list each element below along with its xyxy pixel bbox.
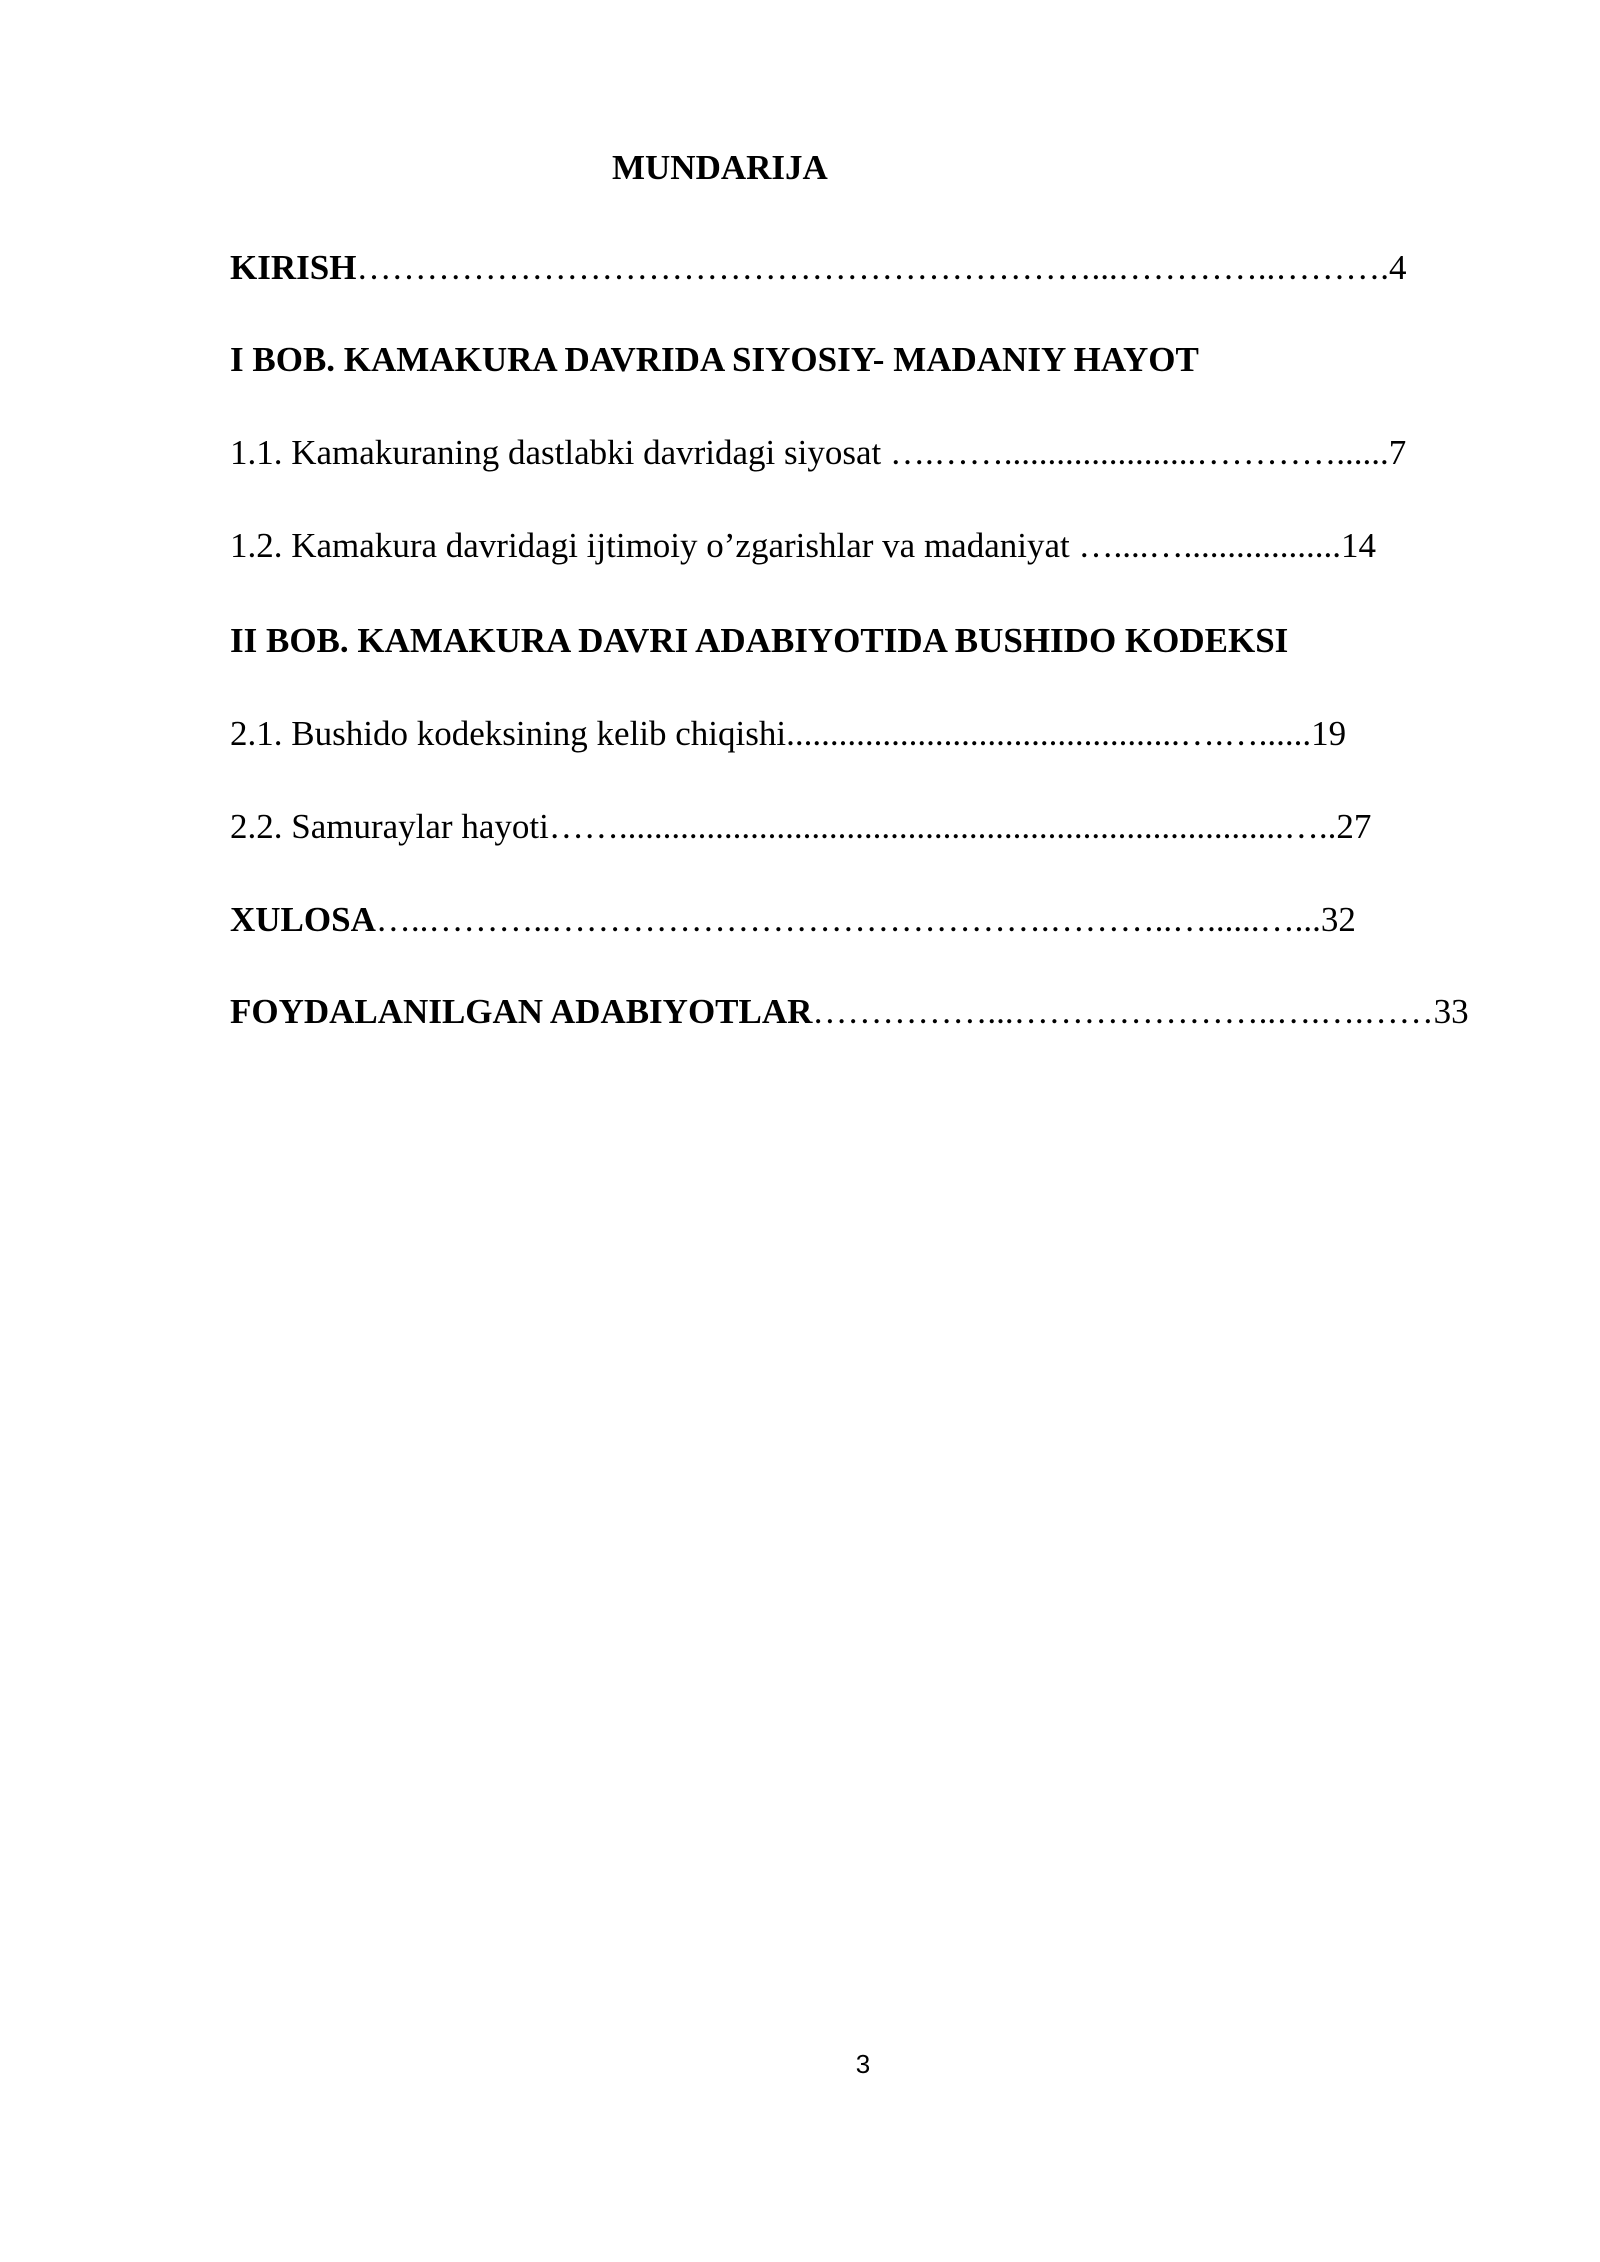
toc-entry-leader: ……............................................................................….. [548,807,1337,846]
toc-entry-page: 7 [1388,433,1407,472]
toc-entry-xulosa [230,898,1356,942]
toc-entry-leader: ….……......................…………...... [890,433,1389,472]
toc-entry-kirish [230,246,1406,290]
toc-entry-leader: .............................................….…...... [786,714,1312,753]
toc-chapter-1 [230,338,1199,382]
toc-entry-2-2 [230,805,1371,849]
toc-entry-label: FOYDALANILGAN ADABIYOTLAR [230,992,813,1031]
toc-entry-label: 1.2. Kamakura davridagi ijtimoiy o’zgarishlar va madaniyat [230,526,1079,565]
toc-chapter-2 [230,619,1288,663]
toc-chapter-label: II BOB. KAMAKURA DAVRI ADABIYOTIDA BUSHIDO KODEKSI [230,621,1289,660]
toc-title: MUNDARIJA [612,148,828,187]
toc-entry-page: 32 [1320,900,1356,939]
toc-entry-leader: ………………………………………………………...…………..………. [356,248,1389,287]
toc-entry-1-1 [230,431,1406,475]
toc-entry-1-2 [230,524,1376,568]
toc-entry-page: 33 [1433,992,1469,1031]
toc-entry-adabiyotlar [230,990,1469,1034]
toc-entry-label: 1.1. Kamakuraning dastlabki davridagi siyosat [230,433,890,472]
toc-entry-page: 4 [1388,248,1407,287]
toc-entry-label: 2.1. Bushido kodeksining kelib chiqishi [230,714,787,753]
toc-entry-label: KIRISH [230,248,357,287]
toc-entry-label: XULOSA [230,900,376,939]
toc-entry-page: 27 [1336,807,1372,846]
page-number: 3 [855,2049,871,2079]
toc-entry-page: 19 [1311,714,1347,753]
toc-entry-page: 14 [1340,526,1376,565]
toc-entry-leader: ……………...…………………..….….…… [812,992,1434,1031]
toc-entry-leader: …....….................. [1078,526,1341,565]
toc-entry-2-1 [230,712,1346,756]
toc-entry-leader: …..………..…………………………………….………..…......…... [375,900,1321,939]
toc-chapter-label: I BOB. KAMAKURA DAVRIDA SIYOSIY- MADANIY HAYOT [230,340,1199,379]
toc-entry-label: 2.2. Samuraylar hayoti [230,807,549,846]
